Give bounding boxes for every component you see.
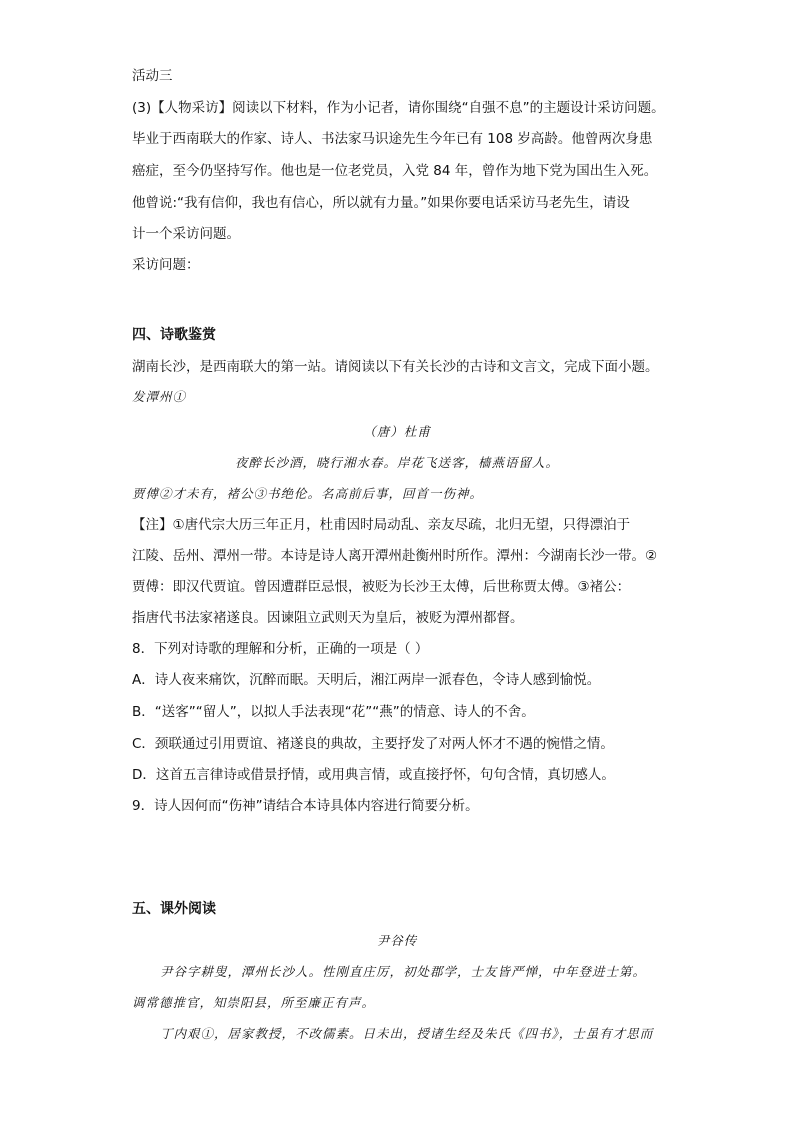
section-4-intro: 湖南长沙，是西南联大的第一站。请阅读以下有关长沙的古诗和文言文，完成下面小题。 [132,359,659,375]
poem-line-2: 贾傅②才未有，褚公③书绝伦。名高前后事，回首一伤神。 [132,486,484,501]
option-c: C．颈联通过引用贾谊、褚遂良的典故，主要抒发了对两人怀才不遇的惋惜之情。 [132,736,614,752]
paragraph-1-line-2: 调常德推官，知崇阳县，所至廉正有声。 [132,995,376,1010]
question-8: 8．下列对诗歌的理解和分析，正确的一项是（ ） [132,641,429,657]
note-line-3: 贾傅：即汉代贾谊。曾因遭群臣忌恨，被贬为长沙王太傅，后世称贾太傅。③褚公： [132,579,631,595]
option-a: A．诗人夜来痛饮，沉醉而眠。天明后，湘江两岸一派春色，令诗人感到愉悦。 [132,672,601,688]
question-3-line-4: 他曾说:“我有信仰，我也有信心，所以就有力量。”如果你要电话采访马老先生，请设 [132,195,630,211]
note-line-1: 【注】①唐代宗大历三年正月，杜甫因时局动乱、亲友尽疏，北归无望，只得漂泊于 [132,517,631,533]
poem-line-1: 夜醉长沙酒，晓行湘水春。岸花飞送客，樯燕语留人。 [234,455,559,470]
question-3-line-5: 计一个采访问题。 [132,226,240,242]
question-3-line-1: (3)【人物采访】阅读以下材料，作为小记者，请你围绕“自强不息”的主题设计采访问题。 [132,100,665,116]
article-title: 尹谷传 [376,933,418,948]
poem-title: 发潭州① [132,389,187,404]
note-line-2: 江陵、岳州、潭州一带。本诗是诗人离开潭州赴衡州时所作。潭州：今湖南长沙一带。② [132,548,658,564]
activity-title: 活动三 [132,68,173,84]
paragraph-1-line-1: 尹谷字耕叟，潭州长沙人。性刚直庄厉，初处郡学，士友皆严惮，中年登进士第。 [160,964,647,979]
question-3-line-2: 毕业于西南联大的作家、诗人、书法家马识途先生今年已有 108 岁高龄。他曾两次身患 [132,131,653,147]
question-9: 9．诗人因何而“伤神”请结合本诗具体内容进行简要分析。 [132,798,479,814]
question-3-line-3: 癌症，至今仍坚持写作。他也是一位老党员，入党 84 年，曾作为地下党为国出生入死。 [132,163,658,179]
option-b: B．“送客”“留人”，以拟人手法表现“花”“燕”的情意、诗人的不舍。 [132,704,535,720]
poem-author: （唐）杜甫 [363,424,431,439]
answer-label: 采访问题： [132,257,200,273]
section-5-heading: 五、课外阅读 [132,901,216,917]
paragraph-2-line-1: 丁内艰①，居家教授，不改儒素。日未出，授诸生经及朱氏《四书》，士虽有才思而 [160,1026,654,1041]
section-4-heading: 四、诗歌鉴赏 [132,327,216,343]
option-d: D．这首五言律诗或借景抒情，或用典言情，或直接抒怀，句句含情，真切感人。 [132,767,615,783]
note-line-4: 指唐代书法家褚遂良。因谏阻立武则天为皇后，被贬为潭州都督。 [132,610,524,626]
